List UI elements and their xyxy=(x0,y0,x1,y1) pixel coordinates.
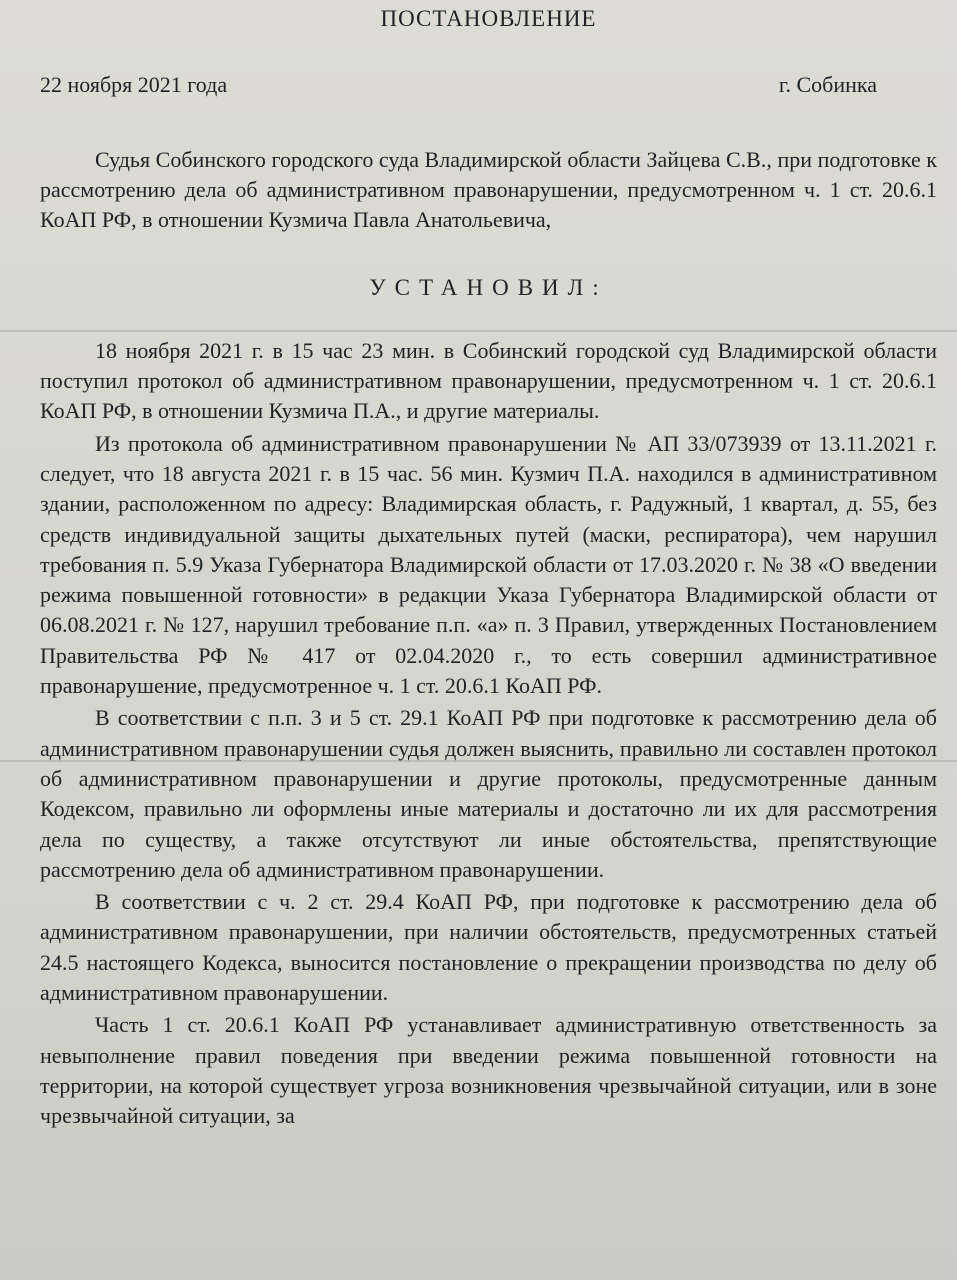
document-date: 22 ноября 2021 года xyxy=(40,72,228,98)
date-place-line xyxy=(40,70,937,100)
intro-paragraph: Судья Собинского городского суда Владимирской области Зайцева С.В., при подготовке к рассмотрению дела об административном правонарушении, предусмотренном ч. 1 ст. 20.6.1 КоАП РФ, в отношении Кузмича Павла Анатольевича, xyxy=(40,146,937,233)
document-title: ПОСТАНОВЛЕНИЕ xyxy=(380,6,597,31)
intro-block xyxy=(40,145,937,236)
section-heading: УСТАНОВИЛ: xyxy=(369,275,608,301)
paragraph-1: 18 ноября 2021 г. в 15 час 23 мин. в Собинский городской суд Владимирской области поступил протокол об административном правонарушении, предусмотренном ч. 1 ст. 20.6.1 КоАП РФ, в отношении Кузмича П.А., и другие материалы. xyxy=(40,337,937,424)
paragraph-3: В соответствии с п.п. 3 и 5 ст. 29.1 КоАП РФ при подготовке к рассмотрению дела об административном правонарушении судья должен выяснить, правильно ли составлен протокол об административном правонарушении и другие протоколы, предусмотренные данным Кодексом, правильно ли оформлены иные материалы и достаточно ли их для рассмотрения дела по существу, а также отсутствуют ли иные обстоятельства, препятствующие рассмотрению дела об административном правонарушении. xyxy=(40,705,937,882)
body-paragraphs xyxy=(40,336,937,1132)
document-city: г. Собинка xyxy=(778,72,877,98)
paragraph-4: В соответствии с ч. 2 ст. 29.4 КоАП РФ, при подготовке к рассмотрению дела об административном правонарушении, при наличии обстоятельств, предусмотренных статьей 24.5 настоящего Кодекса, выносится постановление о прекращении производства по делу об административном правонарушении. xyxy=(40,889,937,1006)
paragraph-5: Часть 1 ст. 20.6.1 КоАП РФ устанавливает административную ответственность за невыполнение правил поведения при введении режима повышенной готовности на территории, на которой существует угроза возникновения чрезвычайной ситуации, или в зоне чрезвычайной ситуации, за xyxy=(40,1012,937,1129)
paragraph-2: Из протокола об административном правонарушении № АП 33/073939 от 13.11.2021 г. следует, что 18 августа 2021 г. в 15 час. 56 мин. Кузмич П.А. находился в административном здании, расположенном по адресу: Владимирская область, г. Радужный, 1 квартал, д. 55, без средств индивидуальной защиты дыхательных путей (маски, респиратора), чем нарушил требования п. 5.9 Указа Губернатора Владимирской области от 17.03.2020 г. № 38 «О введении режима повышенной готовности» в редакции Указа Губернатора Владимирской области от 06.08.2021 г. № 127, нарушил требование п.п. «а» п. 3 Правил, утвержденных Постановлением Правительства РФ № 417 от 02.04.2020 г., то есть совершил административное правонарушение, предусмотренное ч. 1 ст. 20.6.1 КоАП РФ. xyxy=(40,430,937,699)
document xyxy=(40,0,937,1134)
